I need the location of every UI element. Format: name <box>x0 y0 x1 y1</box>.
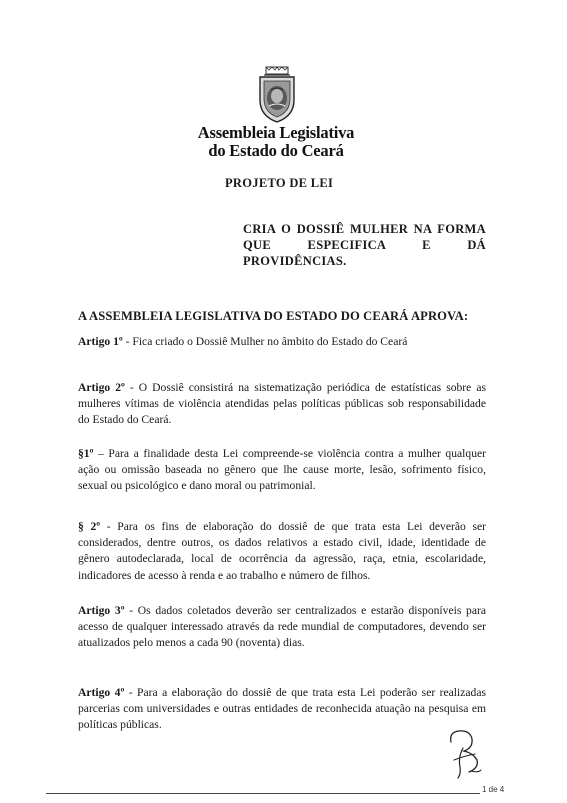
article-label: Artigo 2º <box>78 381 125 394</box>
article-label: Artigo 3º <box>78 604 125 617</box>
article-2 <box>78 380 486 429</box>
article-text: - Para os fins de elaboração do dossiê de que trata esta Lei deverão ser considerados, dentre outros, os dados relativos a estado civil, idade, identidade de gênero autodeclarada, local de ocorrência da agressão, raça, etnia, escolaridade, indicadores de acesso à renda e ao trabalho e número de filhos. <box>78 520 486 582</box>
article-label: Artigo 4º <box>78 686 125 699</box>
article-3 <box>78 603 486 652</box>
article-text: - Para a elaboração do dossiê de que trata esta Lei poderão ser realizadas parcerias com universidades e outras entidades de reconhecida atuação na pesquisa em políticas públicas. <box>78 686 486 732</box>
article-label: § 2º <box>78 520 101 533</box>
institution-name-line1: Assembleia Legislativa <box>197 123 355 142</box>
article-text: – Para a finalidade desta Lei compreende-se violência contra a mulher qualquer ação ou omissão baseada no gênero que lhe cause morte, lesão, sofrimento físico, sexual ou psicológico e dano moral ou patrimonial. <box>78 447 486 493</box>
ementa-text: CRIA O DOSSIÊ MULHER NA FORMA QUE ESPECIFICA E DÁ PROVIDÊNCIAS. <box>243 222 486 268</box>
footer-divider <box>46 793 486 794</box>
enactment-clause: A ASSEMBLEIA LEGISLATIVA DO ESTADO DO CEARÁ APROVA: <box>78 309 469 323</box>
article-label: Artigo 1º <box>78 335 123 348</box>
paragraph-2 <box>78 519 486 584</box>
article-text: - Fica criado o Dossiê Mulher no âmbito do Estado do Ceará <box>122 335 408 348</box>
coat-of-arms-icon <box>255 66 299 124</box>
document-type-heading: PROJETO DE LEI <box>225 176 334 190</box>
article-4 <box>78 685 486 734</box>
page-number: 1 de 4 <box>482 785 505 794</box>
article-1 <box>78 334 486 350</box>
article-text: - Os dados coletados deverão ser centralizados e estarão disponíveis para acesso de qualquer interessado através da rede mundial de computadores, devendo ser atualizados pelo menos a cada 90 (noventa) dias. <box>78 604 486 650</box>
signature-icon <box>443 726 485 780</box>
institution-name-line2: do Estado do Ceará <box>208 141 344 160</box>
article-label: §1º <box>78 447 94 460</box>
paragraph-1 <box>78 446 486 495</box>
article-text: - O Dossiê consistirá na sistematização periódica de estatísticas sobre as mulheres vítimas de violência atendidas pelas políticas públicas sob responsabilidade do Estado do Ceará. <box>78 381 486 427</box>
